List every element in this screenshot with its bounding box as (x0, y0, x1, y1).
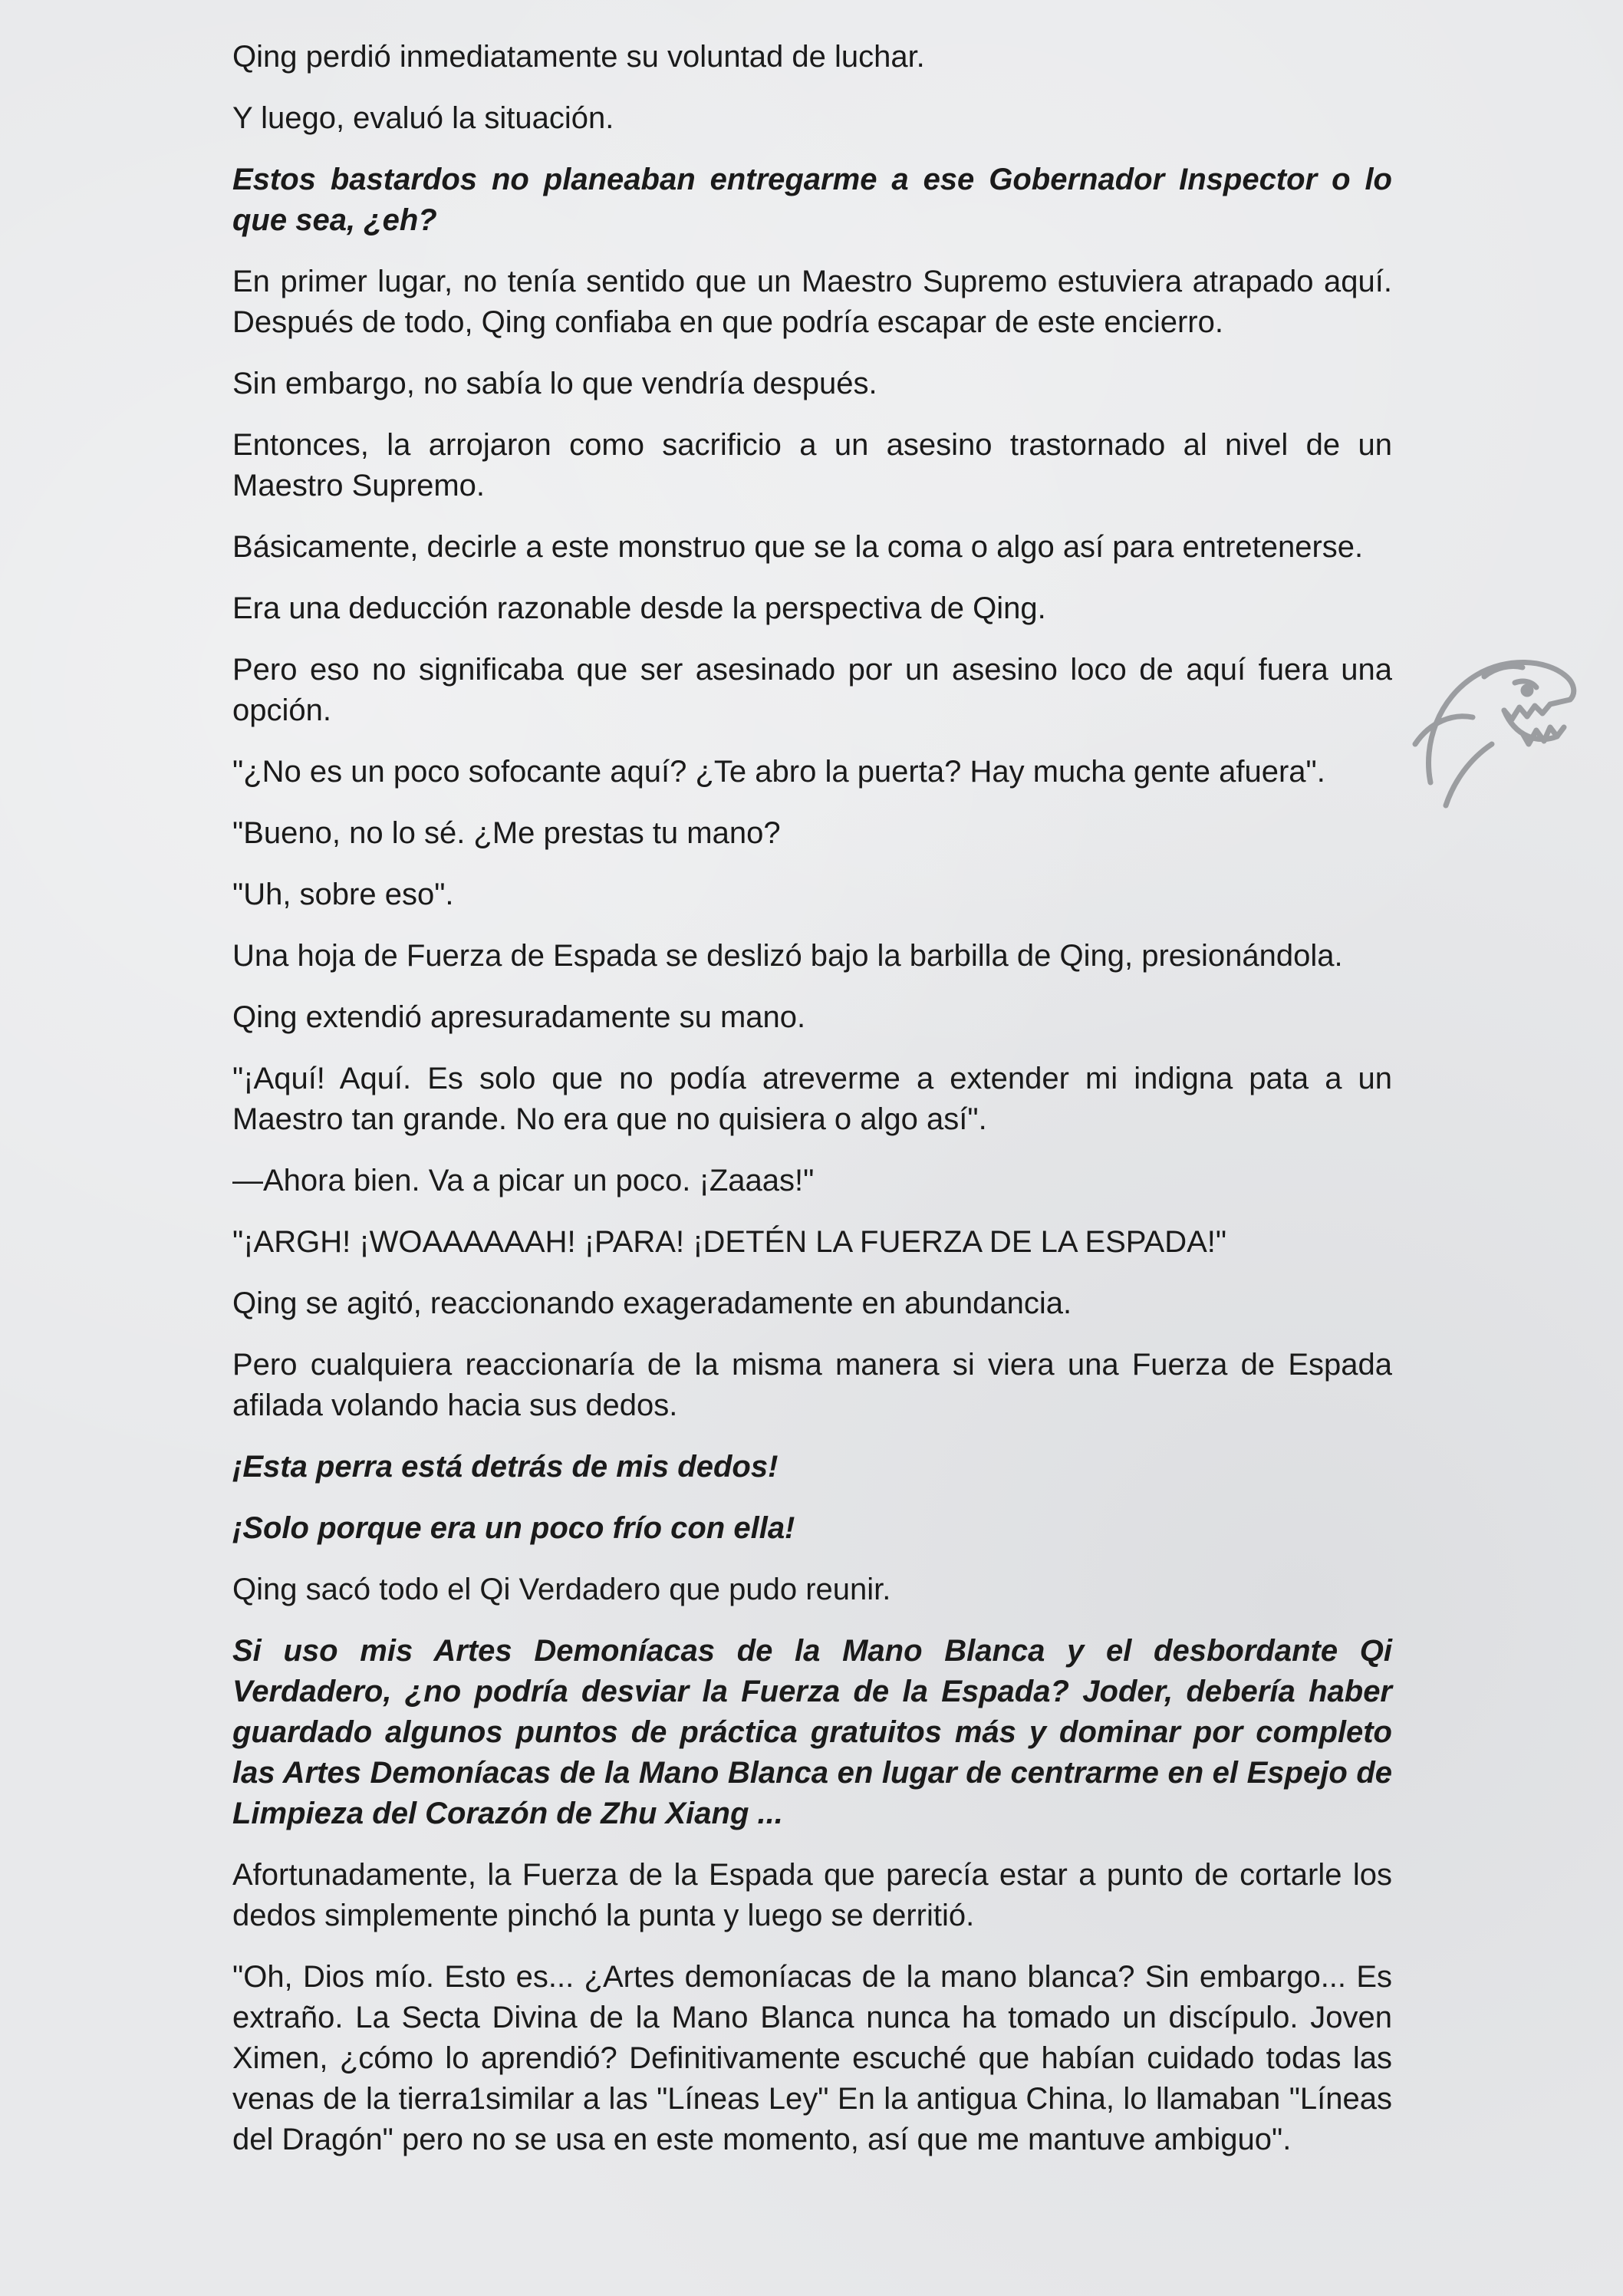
paragraph: Pero cualquiera reaccionaría de la misma manera si viera una Fuerza de Espada afilada volando hacia sus dedos. (232, 1348, 1392, 1422)
document-body (232, 37, 1392, 2181)
thought-paragraph: Si uso mis Artes Demoníacas de la Mano Blanca y el desbordante Qi Verdadero, ¿no podría desviar la Fuerza de la Espada? Joder, debería haber guardado algunos puntos de práctica gratuitos más y dominar por completo las Artes Demoníacas de la Mano Blanca en lugar de centrarme en el Espejo de Limpieza del Corazón de Zhu Xiang ... (232, 1634, 1392, 1830)
dinosaur-head-icon (1400, 629, 1584, 828)
paragraph: Pero eso no significaba que ser asesinado por un asesino loco de aquí fuera una opción. (232, 653, 1392, 727)
paragraph: Una hoja de Fuerza de Espada se deslizó bajo la barbilla de Qing, presionándola. (232, 939, 1343, 973)
paragraph: Sin embargo, no sabía lo que vendría después. (232, 367, 877, 400)
paragraph: Básicamente, decirle a este monstruo que se la coma o algo así para entretenerse. (232, 530, 1364, 564)
paragraph: "Uh, sobre eso". (232, 878, 454, 911)
paragraph: Qing se agitó, reaccionando exageradamente en abundancia. (232, 1286, 1072, 1320)
paragraph: Qing sacó todo el Qi Verdadero que pudo reunir. (232, 1573, 891, 1606)
paragraph: En primer lugar, no tenía sentido que un Maestro Supremo estuviera atrapado aquí. Después de todo, Qing confiaba en que podría escapar de este encierro. (232, 265, 1392, 339)
paragraph: Era una deducción razonable desde la perspectiva de Qing. (232, 591, 1046, 625)
paragraph: Qing extendió apresuradamente su mano. (232, 1000, 806, 1034)
thought-paragraph: Estos bastardos no planeaban entregarme a ese Gobernador Inspector o lo que sea, ¿eh? (232, 163, 1392, 237)
paragraph: Afortunadamente, la Fuerza de la Espada que parecía estar a punto de cortarle los dedos simplemente pinchó la punta y luego se derritió. (232, 1858, 1392, 1932)
paragraph: "¡ARGH! ¡WOAAAAAAH! ¡PARA! ¡DETÉN LA FUERZA DE LA ESPADA!" (232, 1225, 1227, 1259)
paragraph: Y luego, evaluó la situación. (232, 101, 614, 135)
paragraph: Qing perdió inmediatamente su voluntad de luchar. (232, 40, 925, 74)
paragraph: "Bueno, no lo sé. ¿Me prestas tu mano? (232, 816, 781, 850)
thought-paragraph: ¡Esta perra está detrás de mis dedos! (232, 1450, 779, 1484)
paragraph: Entonces, la arrojaron como sacrificio a un asesino trastornado al nivel de un Maestro Supremo. (232, 428, 1392, 502)
paragraph: "Oh, Dios mío. Esto es... ¿Artes demoníacas de la mano blanca? Sin embargo... Es extraño. La Secta Divina de la Mano Blanca nunca ha tomado un discípulo. Joven Ximen, ¿cómo lo aprendió? Definitivamente escuché que habían cuidado todas las venas de la tierra1similar a las "Líneas Ley" En la antigua China, lo llamaban "Líneas del Dragón" pero no se usa en este momento, así que me mantuve ambiguo". (232, 1960, 1392, 2156)
paragraph: "¡Aquí! Aquí. Es solo que no podía atreverme a extender mi indigna pata a un Maestro tan grande. No era que no quisiera o algo así". (232, 1062, 1392, 1136)
paragraph: —Ahora bien. Va a picar un poco. ¡Zaaas!" (232, 1164, 815, 1197)
thought-paragraph: ¡Solo porque era un poco frío con ella! (232, 1511, 795, 1545)
paragraph: "¿No es un poco sofocante aquí? ¿Te abro la puerta? Hay mucha gente afuera". (232, 755, 1325, 789)
